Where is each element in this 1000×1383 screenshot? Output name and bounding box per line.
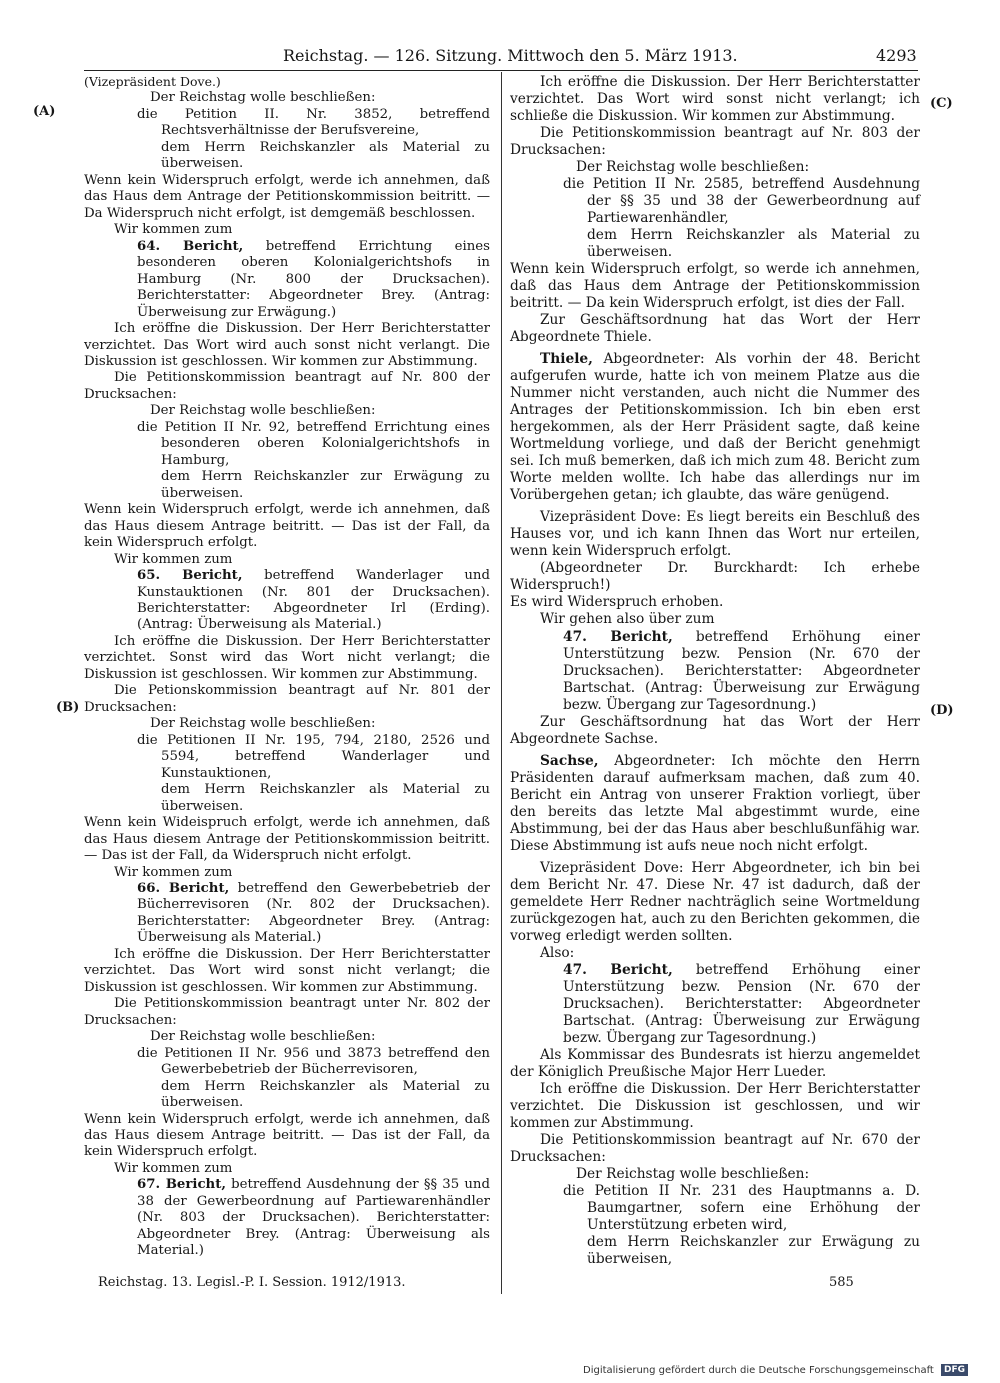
paragraph — [510, 1234, 920, 1268]
paragraph — [510, 312, 920, 346]
paragraph — [84, 996, 490, 1029]
paragraph — [510, 74, 920, 125]
paragraph-text: die Petitionen II Nr. 956 und 3873 betreffend den Gewerbebetrieb der Bücherrevisoren, — [137, 1045, 490, 1078]
paragraph — [84, 420, 490, 469]
paragraph-text: die Petition II Nr. 2585, betreffend Ausdehnung der §§ 35 und 38 der Gewerbeordnung auf Partiewarenhändler, — [563, 176, 920, 227]
paragraph-text: Wir kommen zum — [114, 222, 233, 238]
paragraph-text: Wenn kein Widerspruch erfolgt, werde ich annehmen, daß das Haus diesem Antrage beitritt. — Das ist der Fall, da kein Widerspruch erfolgt. — [84, 502, 490, 551]
paragraph — [510, 753, 920, 855]
paragraph — [84, 239, 490, 321]
paragraph-text: Die Petitionskommission beantragt auf Nr. 803 der Drucksachen: — [510, 125, 920, 159]
dfg-text: Digitalisierung gefördert durch die Deutsche Forschungsgemeinschaft — [583, 1365, 934, 1376]
paragraph-text: Die Petitionskommission beantragt auf Nr. 670 der Drucksachen: — [510, 1131, 920, 1165]
paragraph — [84, 173, 490, 222]
paragraph-text: dem Herrn Reichskanzler als Material zu überweisen. — [587, 227, 920, 261]
paragraph-text: Ich eröffne die Diskussion. Der Herr Berichterstatter verzichtet. Das Wort wird sonst nicht verlangt; die Diskussion ist geschlossen. Wir kommen zur Abstimmung. — [84, 946, 490, 995]
paragraph-text: Zur Geschäftsordnung hat das Wort der Herr Abgeordnete Sachse. — [510, 713, 920, 747]
paragraph — [510, 1047, 920, 1081]
right-column — [510, 74, 920, 1268]
column-divider — [501, 72, 502, 1294]
paragraph-text: Ich eröffne die Diskussion. Der Herr Berichterstatter verzichtet. Das Wort wird sonst nicht verlangt; ich schließe die Diskussion. Wir kommen zur Abstimmung. — [510, 74, 920, 125]
paragraph-text: Wenn kein Widerspruch erfolgt, werde ich annehmen, daß das Haus dem Antrage der Petitionskommission beitritt. — Da Widerspruch nicht erfolgt, ist demgemäß beschlossen. — [84, 172, 490, 221]
paragraph — [84, 1112, 490, 1161]
paragraph — [510, 351, 920, 504]
paragraph-text: Der Reichstag wolle beschließen: — [150, 1029, 376, 1045]
paragraph-text: die Petition II Nr. 92, betreffend Errichtung eines besonderen oberen Kolonialgerichtshofs in Hamburg, — [137, 419, 490, 468]
paragraph — [510, 962, 920, 1047]
paragraph-text: Wenn kein Wideispruch erfolgt, werde ich annehmen, daß das Haus diesem Antrage der Petitionskommission beitritt. — Das ist der Fall, da Widerspruch nicht erfolgt. — [84, 815, 490, 864]
paragraph-text: Wir gehen also über zum — [540, 611, 715, 628]
paragraph — [84, 321, 490, 370]
paragraph — [84, 107, 490, 140]
paragraph-text: Ich eröffne die Diskussion. Der Herr Berichterstatter verzichtet. Das Wort wird auch sonst nicht verlangt. Die Diskussion ist geschlossen. Wir kommen zur Abstimmung. — [84, 321, 490, 369]
paragraph — [510, 261, 920, 312]
paragraph — [84, 1046, 490, 1079]
paragraph — [510, 611, 920, 628]
paragraph — [510, 629, 920, 714]
paragraph-text: Der Reichstag wolle beschließen: — [576, 1165, 810, 1182]
digitization-note — [583, 1364, 968, 1376]
dfg-logo-icon: DFG — [941, 1364, 968, 1376]
paragraph-text: Ich eröffne die Diskussion. Der Herr Berichterstatter verzichtet. Die Diskussion ist geschlossen, und wir kommen zur Abstimmung. — [510, 1080, 920, 1131]
page-header — [0, 44, 1000, 68]
margin-mark-a: (A) — [33, 104, 56, 119]
paragraph — [510, 860, 920, 945]
paragraph — [510, 1166, 920, 1183]
paragraph — [510, 945, 920, 962]
paragraph — [510, 159, 920, 176]
paragraph — [84, 733, 490, 782]
paragraph-text: Die Petitionskommission beantragt auf Nr. 800 der Drucksachen: — [84, 370, 490, 402]
paragraph-text: Ich eröffne die Diskussion. Der Herr Berichterstatter verzichtet. Sonst wird das Wort nicht verlangt; die Diskussion ist geschlossen. Wir kommen zur Abstimmung. — [84, 633, 490, 682]
paragraph-heading: 67. Bericht, — [137, 1177, 226, 1193]
paragraph-heading: 64. Bericht, — [137, 238, 244, 254]
paragraph — [84, 634, 490, 683]
paragraph-text: (Abgeordneter Dr. Burckhardt: Ich erhebe Widerspruch!) — [510, 560, 920, 594]
paragraph-text: die Petitionen II Nr. 195, 794, 2180, 2526 und 5594, betreffend Wanderlager und Kunstauktionen, — [137, 732, 490, 781]
paragraph — [84, 568, 490, 634]
paragraph-text: Wir kommen zum — [114, 864, 233, 880]
paragraph — [510, 176, 920, 227]
footer-sheet-number: 585 — [829, 1275, 854, 1290]
paragraph-text: die Petition II Nr. 231 des Hauptmanns a. D. Baumgartner, sofern eine Erhöhung der Unterstützung erbeten wird, — [563, 1183, 920, 1234]
paragraph-text: Wenn kein Widerspruch erfolgt, werde ich annehmen, daß das Haus diesem Antrage beitritt. — Das ist der Fall, da kein Widerspruch erfolgt. — [84, 1111, 490, 1160]
header-rule — [84, 70, 918, 71]
paragraph — [84, 74, 490, 90]
margin-mark-d: (D) — [930, 703, 954, 718]
margin-mark-c: (C) — [930, 96, 953, 111]
paragraph-heading: 47. Bericht, — [563, 961, 673, 978]
paragraph — [84, 881, 490, 947]
paragraph — [84, 1161, 490, 1177]
paragraph-text: Der Reichstag wolle beschließen: — [150, 716, 376, 732]
paragraph — [84, 403, 490, 419]
margin-mark-b: (B) — [56, 700, 80, 715]
paragraph — [84, 716, 490, 732]
paragraph — [84, 1177, 490, 1259]
left-column — [84, 74, 490, 1260]
paragraph-text: Abgeordneter: Als vorhin der 48. Bericht aufgerufen wurde, hatte ich von meinem Platze aus die Nummer nicht verstanden, auch nicht die Nummer des Antrages der Petitionskommission. Ich bin eben erst hergekommen, als der Herr Präsident sagte, daß keine Wortmeldung vorliege, und daß der Bericht genehmigt sei. Ich muß bemerken, daß ich mich zum 48. Bericht zum Worte melden wollte. Ich habe das allerdings nur im Vorübergehen getan; ich glaubte, das wäre genügend. — [510, 351, 920, 504]
paragraph — [84, 502, 490, 551]
paragraph — [510, 1132, 920, 1166]
paragraph-text: Es wird Widerspruch erhoben. — [510, 594, 724, 611]
paragraph — [84, 782, 490, 815]
paragraph — [84, 469, 490, 502]
footer-session: Reichstag. 13. Legisl.-P. I. Session. 1912/1913. — [98, 1275, 406, 1290]
paragraph — [84, 1029, 490, 1045]
paragraph — [84, 222, 490, 238]
paragraph-text: (Vizepräsident Dove.) — [84, 74, 221, 89]
paragraph — [84, 1079, 490, 1112]
paragraph-text: betreffend Erhöhung einer Unterstützung bezw. Pension (Nr. 670 der Drucksachen). Berichterstatter: Abgeordneter Bartschat. (Antrag: Überweisung zur Erwägung bezw. Übergang zur Tagesordnung.) — [563, 961, 920, 1046]
paragraph-text: Zur Geschäftsordnung hat das Wort der Herr Abgeordnete Thiele. — [510, 312, 920, 346]
header-title: Reichstag. — 126. Sitzung. Mittwoch den 5. März 1913. — [283, 46, 738, 65]
paragraph — [84, 947, 490, 996]
paragraph-text: Die Petionskommission beantragt auf Nr. 801 der Drucksachen: — [84, 683, 490, 715]
paragraph-text: betreffend Wanderlager und Kunstauktionen (Nr. 801 der Drucksachen). Berichterstatter: Abgeordneter Irl (Erding). (Antrag: Überweisung als Material.) — [137, 568, 490, 633]
paragraph — [84, 552, 490, 568]
paragraph — [84, 683, 490, 716]
paragraph-text: Der Reichstag wolle beschließen: — [150, 90, 376, 106]
paragraph-text: Als Kommissar des Bundesrats ist hierzu angemeldet der Königlich Preußische Major Herr Lueder. — [510, 1046, 920, 1080]
paragraph-text: betreffend den Gewerbebetrieb der Bücherrevisoren (Nr. 802 der Drucksachen). Berichterstatter: Abgeordneter Brey. (Antrag: Überweisung als Material.) — [137, 880, 490, 946]
paragraph-text: Wir kommen zum — [114, 1160, 233, 1176]
paragraph — [84, 140, 490, 173]
paragraph-text: betreffend Errichtung eines besonderen oberen Kolonialgerichtshofs in Hamburg (Nr. 800 der Drucksachen). Berichterstatter: Abgeordneter Brey. (Antrag: Überweisung zur Erwägung.) — [137, 238, 490, 320]
paragraph-heading: 65. Bericht, — [137, 568, 243, 584]
paragraph-text: betreffend Erhöhung einer Unterstützung bezw. Pension (Nr. 670 der Drucksachen). Berichterstatter: Abgeordneter Bartschat. (Antrag: Überweisung zur Erwägung bezw. Übergang zur Tagesordnung.) — [563, 628, 920, 713]
paragraph-heading: 66. Bericht, — [137, 880, 230, 896]
paragraph-heading: 47. Bericht, — [563, 628, 673, 645]
paragraph-text: dem Herrn Reichskanzler zur Erwägung zu überweisen, — [587, 1234, 920, 1268]
paragraph-text: Wenn kein Widerspruch erfolgt, so werde ich annehmen, daß das Haus dem Antrage der Petitionskommission beitritt. — Da kein Widerspruch erfolgt, ist dies der Fall. — [510, 261, 920, 312]
paragraph-heading: Sachse, — [540, 752, 599, 769]
paragraph-text: Die Petitionskommission beantragt unter Nr. 802 der Drucksachen: — [84, 996, 490, 1028]
paragraph — [510, 714, 920, 748]
page-number: 4293 — [876, 46, 917, 65]
paragraph-text: Der Reichstag wolle beschließen: — [576, 159, 810, 176]
paragraph — [84, 90, 490, 106]
paragraph — [510, 125, 920, 159]
paragraph — [84, 370, 490, 403]
paragraph — [510, 1183, 920, 1234]
paragraph-text: Abgeordneter: Ich möchte den Herrn Präsidenten darauf aufmerksam machen, daß zum 40. Bericht ein Antrag von unserer Fraktion vorliegt, über den bereits das letzte Mal abgestimmt wurde, eine Abstimmung, bei der das Haus aber beschlußunfähig war. Diese Abstimmung ist aufs neue noch nicht erfolgt. — [510, 752, 920, 854]
paragraph-text: betreffend Ausdehnung der §§ 35 und 38 der Gewerbeordnung auf Partiewarenhändler (Nr. 803 der Drucksachen). Berichterstatter: Abgeordneter Brey. (Antrag: Überweisung als Material.) — [137, 1177, 490, 1259]
paragraph-text: Vizepräsident Dove: Es liegt bereits ein Beschluß des Hauses vor, und ich kann Ihnen das Wort nur erteilen, wenn kein Widerspruch erfolgt. — [510, 509, 920, 560]
paragraph — [510, 227, 920, 261]
paragraph-heading: Thiele, — [540, 351, 593, 368]
paragraph — [510, 560, 920, 594]
paragraph — [510, 1081, 920, 1132]
paragraph-text: Also: — [540, 944, 575, 961]
paragraph — [84, 865, 490, 881]
paragraph-text: dem Herrn Reichskanzler als Material zu überweisen. — [161, 139, 490, 172]
paragraph-text: die Petition II. Nr. 3852, betreffend Rechtsverhältnisse der Berufsvereine, — [137, 106, 490, 139]
paragraph-text: Vizepräsident Dove: Herr Abgeordneter, ich bin bei dem Bericht Nr. 47. Diese Nr. 47 ist dadurch, daß der gemeldete Herr Redner nachträglich seine Wortmeldung zurückgezogen hat, auch zu den Berichten gekommen, die vorweg erledigt werden sollten. — [510, 859, 920, 944]
paragraph-text: dem Herrn Reichskanzler zur Erwägung zu überweisen. — [161, 469, 490, 501]
paragraph-text: Wir kommen zum — [114, 551, 233, 567]
paragraph-text: Der Reichstag wolle beschließen: — [150, 403, 376, 419]
paragraph — [510, 594, 920, 611]
paragraph — [510, 509, 920, 560]
paragraph — [84, 815, 490, 864]
paragraph-text: dem Herrn Reichskanzler als Material zu überweisen. — [161, 782, 490, 814]
paragraph-text: dem Herrn Reichskanzler als Material zu überweisen. — [161, 1078, 490, 1111]
